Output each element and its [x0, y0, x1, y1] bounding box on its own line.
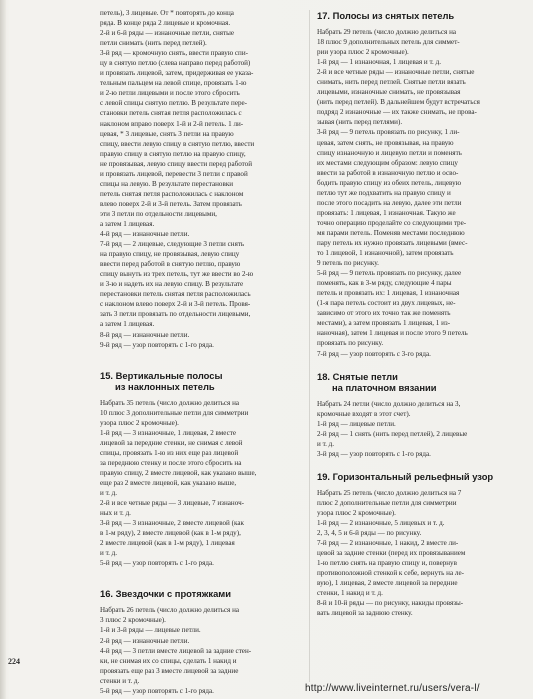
- text-line: 7-й ряд — 2 лицевые, следующие 3 петли снять: [100, 240, 245, 249]
- text-line: плюс 2 дополнительные петли для симметрии: [317, 498, 457, 507]
- text-line: наклоном вправо поверх 1-й и 2-й петель. 1 ли-: [100, 119, 244, 128]
- section-18-title-line-1: 18. Снятые петли: [317, 370, 398, 382]
- text-line: спицы на левую. В результате перестановки: [100, 179, 234, 188]
- text-line: 8-й и 10-й ряды — по рисунку, накиды провязы-: [317, 599, 464, 608]
- text-line: стенки и т. д.: [100, 676, 140, 685]
- text-line: точно операцию проделайте со следующими тре-: [317, 218, 467, 227]
- intro-text: [100, 8, 300, 350]
- text-line: и т. д.: [100, 549, 118, 558]
- text-line: петель снятая петля расположилась с наклоном: [100, 189, 244, 198]
- text-line: подряд 2 изнаночные — их также снимать, не прова-: [317, 108, 477, 117]
- text-line: петель и провязать их: 1 лицевая, 1 изнаночная: [317, 289, 460, 298]
- text-line: Набрать 29 петель (число должно делиться на: [317, 28, 457, 36]
- text-line: еще раз 2 вместе лицевой, как указано выше,: [100, 478, 237, 487]
- text-line: 4-й ряд — 3 петли вместе лицевой за задние стен-: [100, 646, 252, 655]
- left-column: [100, 8, 300, 696]
- text-line: и 3-ю и надеть их на левую спицу. В результате: [100, 280, 244, 289]
- text-line: кромочные входят в этот счет).: [317, 409, 411, 418]
- section-15-text: [100, 398, 300, 569]
- text-line: узора плюс 2 кромочные).: [317, 508, 396, 517]
- section-16-heading: 16. Звездочки с протяжками: [100, 588, 231, 600]
- text-line: эти 3 петли по отдельности лицевыми,: [100, 209, 217, 218]
- text-line: 4-й ряд — изнаночные петли.: [100, 230, 190, 239]
- text-line: зывая (нить перед петлями).: [317, 118, 403, 127]
- text-line: 1-й и 3-й ряды — лицевые петли.: [100, 626, 201, 635]
- section-18-text: [317, 399, 515, 459]
- text-line: 2 вместе лицевой (как в 1-м ряду), 1 лицевая: [100, 539, 235, 548]
- text-line: 2-й и все четные ряды — изнаночные петли, снятые: [317, 68, 475, 77]
- text-line: и т. д.: [317, 439, 335, 448]
- text-line: лицевыми, изнаночные снимать, не провязывая: [317, 88, 461, 97]
- text-line: (нить перед петлей). В дальнейшем будут встречаться: [317, 98, 480, 107]
- text-line: Набрать 25 петель (число должно делиться на 7: [317, 488, 462, 497]
- text-line: 5-й ряд — узор повторять с 1-го ряда.: [100, 559, 214, 568]
- text-line: Набрать 35 петель (число должно делиться на: [100, 398, 240, 407]
- text-line: 10 плюс 3 дополнительные петли для симметрии: [100, 408, 249, 417]
- text-line: 18 плюс 9 дополнительных петель для симмет-: [317, 38, 460, 47]
- text-line: спицу изнаночную и лицевую петли и поменять: [317, 148, 462, 157]
- text-line: а затем 1 лицевая.: [100, 219, 155, 228]
- section-19-text: [317, 488, 515, 619]
- text-line: ввести перед работой в снятую петлю, правую: [100, 260, 241, 269]
- text-line: то 1 лицевой, 1 изнаночной), затем провязать: [317, 249, 454, 258]
- section-16-text: [100, 605, 300, 695]
- section-18-title-line-2: на платочном вязании: [332, 381, 437, 393]
- column-divider: [309, 10, 310, 682]
- text-line: 1-й ряд — 3 изнаночные, 1 лицевая, 2 вместе: [100, 428, 236, 437]
- text-line: спицу вынуть из трех петель, тут же ввести во 2-ю: [100, 270, 254, 279]
- text-line: спицу, ввести левую спицу в снятую петлю, ввести: [100, 139, 255, 148]
- watermark-url: http://www.liveinternet.ru/users/vera-l/: [305, 683, 480, 694]
- text-line: противоположной стенкой к себе, вернуть на ле-: [317, 569, 464, 578]
- text-line: 1-й ряд — 1 изнаночная, 1 лицевая и т. д.: [317, 58, 441, 67]
- text-line: зависимо от этого их точно так же поменять: [317, 309, 451, 318]
- text-line: правую спицу в снятую петлю на правую спицу,: [100, 149, 246, 158]
- text-line: 2-й и все четные ряды — 3 лицевые, 7 изнаноч-: [100, 499, 245, 508]
- text-line: их местами следующим образом: левую спицу: [317, 158, 458, 167]
- text-line: 9 петель по рисунку.: [317, 259, 379, 268]
- text-line: 3-й ряд — 3 изнаночные, 2 вместе лицевой (как: [100, 519, 244, 528]
- text-line: зать 3 петли провязать по отдельности лицевыми,: [100, 310, 251, 319]
- text-line: пару петель их нужно провязать лицевыми (вмес-: [317, 238, 468, 247]
- text-line: 1-й ряд — 2 изнаночные, 5 лицевых и т. д.: [317, 518, 445, 527]
- text-line: 7-й ряд — 2 изнаночные, 1 накид, 2 вместе ли-: [317, 539, 459, 548]
- text-line: ввести за работой в изнаночную петлю и осво-: [317, 168, 459, 177]
- text-line: вать лицевой за заднюю стенку.: [317, 609, 413, 618]
- text-line: 5-й ряд — узор повторять с 1-го ряда.: [100, 686, 214, 695]
- text-line: 3 плюс 2 кромочные).: [100, 616, 166, 625]
- text-line: 1-й ряд — лицевые петли.: [317, 419, 396, 428]
- text-line: правую спицу, 2 вместе лицевой, как указано выше,: [100, 468, 257, 477]
- text-line: вую), 1 лицевая, 2 вместе лицевой за передние: [317, 579, 458, 588]
- text-line: провязать по рисунку.: [317, 339, 384, 348]
- text-line: 2-й ряд — 1 снять (нить перед петлей), 2 лицевые: [317, 429, 468, 438]
- text-line: цевой за задние стенки (перед их провязыванием: [317, 549, 466, 558]
- text-line: в 1-м ряду), 2 вместе лицевой (как в 1-м ряду),: [100, 529, 241, 538]
- text-line: местами), а затем провязать 1 лицевая, 1 из-: [317, 319, 451, 328]
- text-line: перестановки петель снятая петля расположилась: [100, 290, 251, 299]
- text-line: не провязывая, левую спицу ввести перед работой: [100, 159, 253, 168]
- text-line: а затем 1 лицевая.: [100, 320, 155, 329]
- text-line: и провязать лицевой, затем, придерживая ее указа-: [100, 69, 254, 78]
- section-15-title-line-1: 15. Вертикальные полосы: [100, 369, 223, 381]
- text-line: цевая, * 3 лицевые, снять 3 петли на правую: [100, 129, 234, 138]
- text-line: 3-й ряд — кромочную снять, ввести правую спи-: [100, 49, 248, 58]
- text-line: 7-й ряд — узор повторять с 3-го ряда.: [317, 349, 431, 358]
- text-line: за переднюю стенку и после этого сбросить на: [100, 458, 242, 467]
- section-19-heading: 19. Горизонтальный рельефный узор: [317, 470, 494, 482]
- text-line: становки петель снятая петля расположилась с: [100, 109, 242, 118]
- right-column: [317, 8, 515, 618]
- text-line: 1-ю петлю снять на правую спицу и, повернув: [317, 559, 457, 568]
- text-line: 3-й ряд — 9 петель провязать по рисунку, 1 ли-: [317, 128, 460, 137]
- text-line: петли снимать (нить перед петлей).: [100, 39, 207, 48]
- text-line: ряда. В конце ряда 2 лицевые и кромочная.: [100, 19, 231, 28]
- text-line: поменять, как в 3-м ряду, следующие 4 пары: [317, 279, 452, 288]
- text-line: петлю тут же подхватить на правую спицу и: [317, 188, 451, 197]
- text-line: цевая, затем снять, не провязывая, на правую: [317, 138, 454, 147]
- text-line: тельным пальцем на левой спице, провязать 1-ю: [100, 79, 247, 88]
- text-line: провязать еще раз 3 вместе лицевой за задние: [100, 666, 239, 675]
- page-number: 224: [8, 657, 20, 666]
- section-15-heading: [100, 370, 300, 392]
- section-15-title-line-2: из наклонных петель: [115, 380, 215, 392]
- text-line: петель), 3 лицевые. От * повторять до конца: [100, 9, 234, 17]
- section-17-heading: 17. Полосы из снятых петель: [317, 10, 455, 21]
- section-17-text: [317, 27, 515, 359]
- text-line: 2-й ряд — изнаночные петли.: [100, 636, 190, 645]
- text-line: 2, 3, 4, 5 и 6-й ряды — по рисунку.: [317, 529, 422, 538]
- text-line: Набрать 26 петель (число должно делиться на: [100, 606, 240, 615]
- text-line: узора плюс 2 кромочные).: [100, 418, 179, 427]
- text-line: и 2-ю петли лицевыми и после этого сбросить: [100, 89, 240, 98]
- page-spine-shadow: [0, 0, 6, 699]
- text-line: с наклоном влево поверх 2-й и 3-й петель. Провя-: [100, 300, 251, 309]
- text-line: ных и т. д.: [100, 509, 131, 518]
- text-line: бодить правую спицу из обеих петель, лицевую: [317, 178, 461, 187]
- text-line: влево поверх 2-й и 3-й петель. Затем провязать: [100, 199, 242, 208]
- text-line: ки, не снимая их со спицы, сделать 1 накид и: [100, 656, 237, 665]
- text-line: стенки, 1 накид и т. д.: [317, 589, 383, 598]
- text-line: на правую спицу, не провязывая, левую спицу: [100, 250, 240, 259]
- text-line: провязать: 1 лицевая, 1 изнаночная. Такую же: [317, 208, 456, 217]
- text-line: после этого посадить на левую, далее эти петли: [317, 198, 462, 207]
- text-line: и провязать лицевой, перевести 3 петли с правой: [100, 169, 248, 178]
- text-line: лицевой за передние стенки, не снимая с левой: [100, 438, 243, 447]
- text-line: Набрать 24 петли (число должно делиться на 3,: [317, 399, 461, 408]
- text-line: снимать, нить перед петлей. Снятые петли вязать: [317, 78, 466, 87]
- text-line: 2-й и 6-й ряды — изнаночные петли, снятые: [100, 29, 235, 38]
- text-line: мя парами петель. Поменяв местами последнюю: [317, 228, 465, 237]
- text-line: спицы, провязать 1-ю из них еще раз лицевой: [100, 448, 239, 457]
- text-line: с левой спицы снятую петлю. В результате пере-: [100, 99, 248, 108]
- text-line: (1-я пара петель состоит из двух лицевых, не-: [317, 299, 456, 308]
- text-line: цу в снятую петлю (слева направо перед работой): [100, 59, 251, 68]
- text-line: 9-й ряд — узор повторять с 1-го ряда.: [100, 340, 214, 349]
- text-line: рии узора плюс 2 кромочные).: [317, 48, 409, 57]
- text-line: наночная), затем 1 лицевая и после этого 9 петель: [317, 329, 468, 338]
- text-line: и т. д.: [100, 489, 118, 498]
- text-line: 5-й ряд — 9 петель провязать по рисунку, далее: [317, 269, 462, 278]
- text-line: 3-й ряд — узор повторять с 1-го ряда.: [317, 449, 431, 458]
- section-18-heading: [317, 371, 515, 393]
- text-line: 8-й ряд — изнаночные петли.: [100, 330, 190, 339]
